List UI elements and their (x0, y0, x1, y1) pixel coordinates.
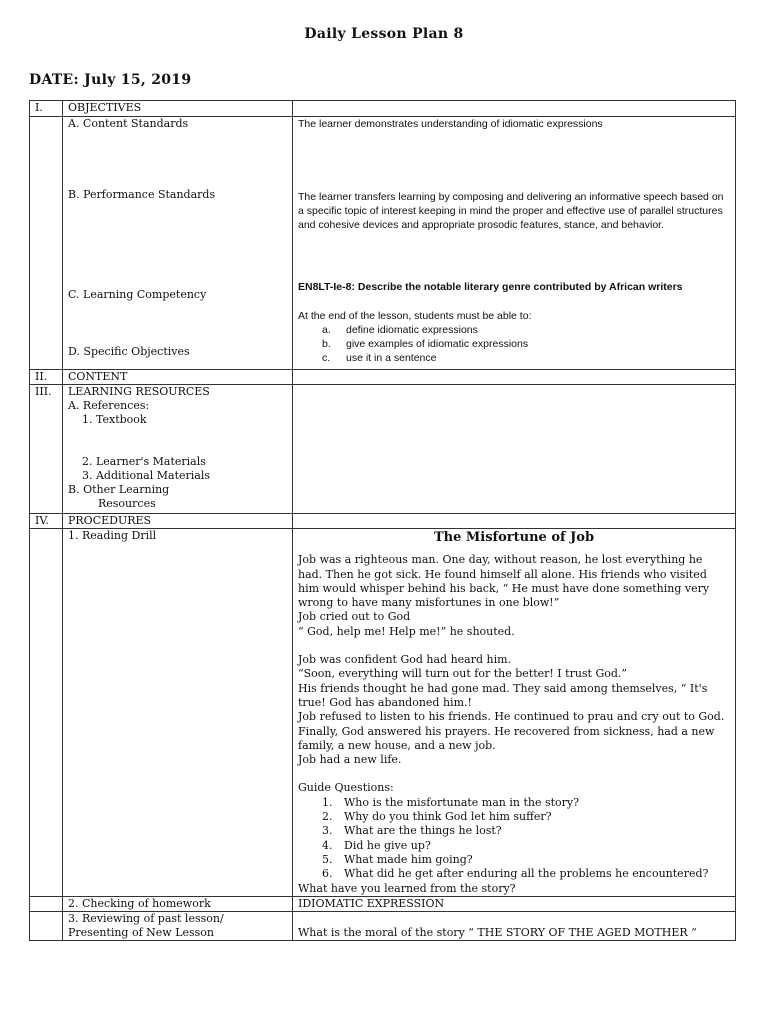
resources-row (30, 385, 736, 514)
homework-text: IDIOMATIC EXPRESSION (293, 896, 736, 911)
guide-questions-list (298, 796, 730, 882)
specific-objectives-label: D. Specific Objectives (68, 345, 190, 358)
story-line: Job refused to listen to his friends. He continued to prau and cry out to God. Finally, God answered his prayers. He recovered from sickness, had a new family, a new house, and a new job. (298, 710, 725, 752)
list-item: 1. Who is the misfortunate man in the story? (322, 795, 580, 809)
other-resources-label-2: Resources (98, 497, 156, 510)
document-title: Daily Lesson Plan 8 (304, 26, 464, 42)
specific-objectives-list (298, 323, 730, 365)
section-number: I. (30, 101, 63, 117)
section-heading: PROCEDURES (63, 514, 293, 529)
story-cell (293, 529, 736, 897)
review-label: 3. Reviewing of past lesson/ Presenting of New Lesson (63, 911, 293, 940)
story-line: Job was confident God had heard him. (298, 653, 512, 667)
list-item: 6. What did he get after enduring all the problems he encountered? (322, 867, 709, 881)
reading-drill-row (30, 529, 736, 897)
homework-label: 2. Checking of homework (63, 896, 293, 911)
list-item: b. give examples of idiomatic expressions (322, 338, 529, 350)
procedures-row (30, 514, 736, 529)
reading-drill-label: 1. Reading Drill (63, 529, 293, 897)
section-number: IV. (30, 514, 63, 529)
resources-cell (63, 385, 293, 514)
list-item: 2. Why do you think God let him suffer? (322, 810, 552, 824)
homework-row (30, 896, 736, 911)
objectives-row (30, 101, 736, 117)
references-label: A. References: (68, 399, 150, 412)
content-row (30, 370, 736, 385)
list-item: c. use it in a sentence (322, 352, 437, 364)
other-resources-label: B. Other Learning (68, 483, 170, 496)
specific-objectives-intro: At the end of the lesson, students must be able to: (298, 310, 532, 322)
section-heading: CONTENT (63, 370, 293, 385)
performance-standards-text: The learner transfers learning by composing and delivering an informative speech based on a specific topic of interest keeping in mind the proper and effective use of parallel structures and cohesive devices and appropriate prosodic features, stance, and behavior. (298, 191, 724, 231)
story-line: “ God, help me! Help me!” he shouted. (298, 624, 515, 638)
objectives-detail-row (30, 117, 736, 370)
list-item: 3. What are the things he lost? (322, 824, 502, 838)
learned-question: What have you learned from the story? (298, 881, 516, 895)
story-line: Job had a new life. (298, 753, 402, 767)
list-item: a. define idiomatic expressions (322, 324, 478, 336)
review-text: What is the moral of the story “ THE STORY OF THE AGED MOTHER “ (293, 911, 736, 940)
story-paragraph: Job was a righteous man. One day, without reason, he lost everything he had. Then he got sick. He found himself all alone. His friends who visited him would whisper behind his back, “ He must have done something very wrong to have many misfortunes in one blow!” (298, 553, 710, 610)
additional-materials-label: 3. Additional Materials (82, 469, 211, 482)
section-heading: LEARNING RESOURCES (68, 385, 210, 398)
objectives-content (293, 117, 736, 370)
content-standards-label: A. Content Standards (68, 117, 189, 130)
content-standards-text: The learner demonstrates understanding of idiomatic expressions (298, 118, 603, 130)
guide-questions-heading: Guide Questions: (298, 781, 394, 795)
performance-standards-label: B. Performance Standards (68, 188, 216, 201)
list-item: 4. Did he give up? (322, 838, 431, 852)
story-line: Job cried out to God (298, 610, 411, 624)
objectives-labels (63, 117, 293, 370)
list-item: 5. What made him going? (322, 852, 473, 866)
learning-competency-label: C. Learning Competency (68, 288, 207, 301)
learners-materials-label: 2. Learner's Materials (82, 455, 206, 468)
lesson-plan-table (29, 100, 736, 941)
story-title: The Misfortune of Job (433, 530, 595, 545)
review-row (30, 911, 736, 940)
lesson-date: DATE: July 15, 2019 (29, 72, 192, 88)
section-number: III. (30, 385, 63, 514)
story-line: “Soon, everything will turn out for the better! I trust God.” (298, 667, 628, 681)
section-heading: OBJECTIVES (63, 101, 293, 117)
textbook-label: 1. Textbook (82, 413, 147, 426)
specific-objectives-block (298, 309, 730, 365)
learning-competency-text: EN8LT-Ie-8: Describe the notable literary genre contributed by African writers (298, 281, 683, 293)
story-line: His friends thought he had gone mad. They said among themselves, “ It's true! God has abandoned him.! (298, 681, 708, 709)
section-number: II. (30, 370, 63, 385)
